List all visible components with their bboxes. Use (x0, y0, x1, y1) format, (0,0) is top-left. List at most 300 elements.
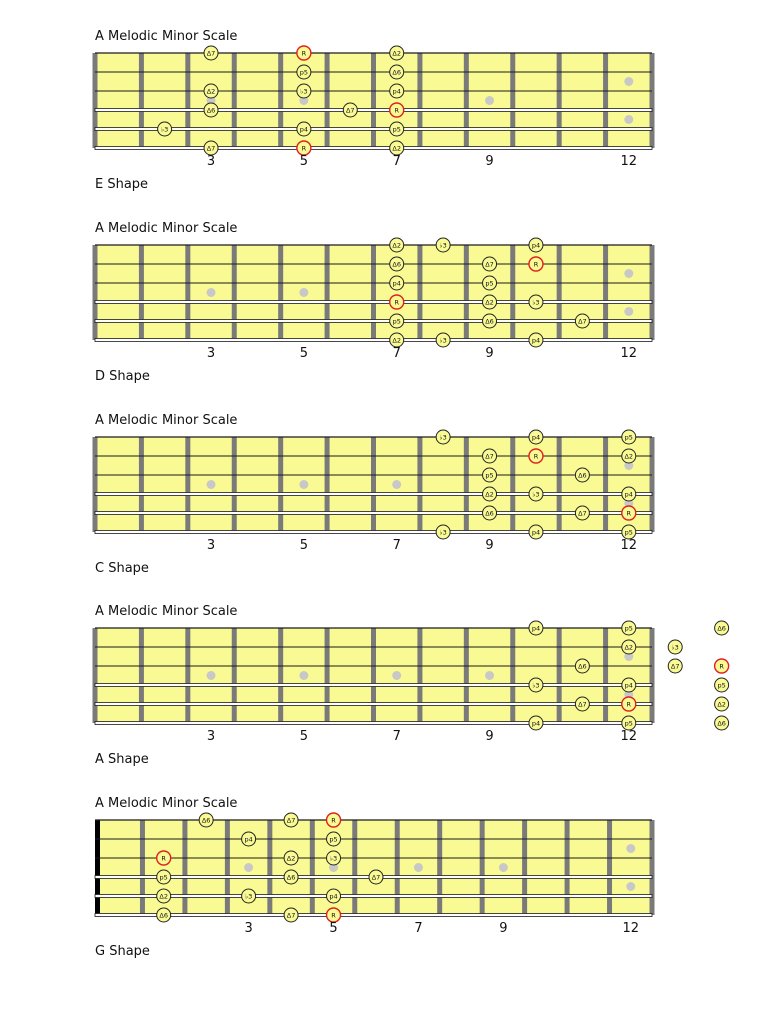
fret-wire (232, 53, 237, 148)
note-label: Δ7 (485, 452, 494, 461)
note-label: p4 (244, 835, 253, 844)
note-label: Δ7 (670, 662, 680, 671)
inlay-dot (624, 269, 633, 278)
note-label: p4 (531, 719, 541, 728)
note-label: Δ7 (286, 816, 296, 825)
fret-number: 9 (485, 729, 494, 744)
fret-number: 5 (299, 346, 309, 361)
note-marker (297, 65, 311, 79)
root-note-marker (297, 46, 311, 60)
note-marker (369, 870, 383, 884)
fret-wire (232, 628, 237, 723)
fret-wire (232, 437, 237, 532)
fret-wire (278, 53, 283, 148)
note-marker (715, 716, 729, 730)
note-label: ♭3 (329, 854, 338, 863)
diagram-title: A Melodic Minor Scale (95, 29, 238, 44)
fret-wire (140, 820, 145, 915)
note-marker (284, 813, 298, 827)
note-marker (715, 621, 729, 635)
note-label: Δ7 (578, 700, 587, 709)
fret-number: 12 (620, 729, 638, 744)
root-note-marker (622, 697, 636, 711)
note-label: p5 (717, 681, 726, 690)
fret-wire (93, 245, 98, 340)
fret-wire (607, 820, 612, 915)
fret-wire (139, 245, 144, 340)
note-label: R (331, 911, 336, 920)
note-label: p5 (624, 624, 633, 633)
note-marker (575, 697, 589, 711)
diagram-title: A Melodic Minor Scale (95, 604, 238, 619)
note-label: Δ6 (286, 873, 296, 882)
fret-wire (417, 437, 422, 532)
fret-wire (371, 245, 376, 340)
inlay-dot (244, 863, 253, 872)
fret-wire (232, 245, 237, 340)
fretboard-diagram-d-shape (0, 221, 768, 413)
note-label: Δ6 (201, 816, 211, 825)
note-label: Δ6 (578, 662, 587, 671)
note-marker (242, 889, 256, 903)
fret-wire (267, 820, 272, 915)
note-marker (297, 84, 311, 98)
note-label: Δ6 (159, 911, 168, 920)
note-label: Δ2 (159, 892, 168, 901)
fret-wire (510, 53, 515, 148)
fret-wire (565, 820, 570, 915)
note-marker (390, 65, 404, 79)
note-marker (436, 333, 450, 347)
guitar-string (95, 531, 652, 534)
note-marker (158, 122, 172, 136)
note-marker (483, 487, 497, 501)
fret-number: 3 (244, 921, 253, 936)
fret-wire (480, 820, 485, 915)
shape-label: C Shape (95, 561, 149, 576)
inlay-dot (299, 480, 308, 489)
note-marker (436, 238, 450, 252)
fretboard-diagram-a-shape (0, 604, 768, 796)
note-label: Δ2 (392, 49, 402, 58)
root-note-marker (327, 813, 341, 827)
note-label: Δ2 (392, 241, 402, 250)
note-label: p5 (485, 471, 494, 480)
inlay-dot (626, 844, 635, 853)
note-marker (284, 908, 298, 922)
note-marker (327, 889, 341, 903)
note-label: Δ6 (485, 317, 494, 326)
note-label: p4 (624, 490, 633, 499)
root-note-marker (327, 908, 341, 922)
note-label: ♭3 (532, 490, 540, 499)
fret-wire (325, 245, 330, 340)
note-marker (483, 295, 497, 309)
root-note-marker (622, 506, 636, 520)
note-label: p5 (392, 317, 401, 326)
note-label: ♭3 (245, 892, 253, 901)
fret-wire (650, 53, 655, 148)
inlay-dot (414, 863, 423, 872)
note-marker (483, 257, 497, 271)
note-label: p4 (392, 279, 401, 288)
fret-wire (278, 628, 283, 723)
note-label: ♭3 (300, 87, 308, 96)
fret-wire (325, 53, 330, 148)
note-label: ♭3 (439, 433, 447, 442)
fret-wire (139, 628, 144, 723)
note-label: R (331, 816, 336, 825)
note-marker (327, 851, 341, 865)
note-label: Δ2 (624, 643, 634, 652)
fret-wire (464, 245, 469, 340)
fret-number: 7 (414, 921, 423, 936)
fret-number: 7 (392, 538, 401, 553)
note-marker (529, 238, 543, 252)
fret-wire (603, 437, 608, 532)
fret-wire (310, 820, 315, 915)
note-label: Δ2 (286, 854, 296, 863)
diagram-title: A Melodic Minor Scale (95, 221, 238, 236)
note-marker (529, 621, 543, 635)
note-label: p5 (159, 873, 168, 882)
note-marker (436, 430, 450, 444)
note-marker (204, 141, 218, 155)
note-label: R (161, 854, 166, 863)
note-label: Δ2 (624, 452, 634, 461)
root-note-marker (297, 141, 311, 155)
note-label: ♭3 (532, 298, 540, 307)
note-label: p5 (624, 719, 633, 728)
note-marker (575, 659, 589, 673)
note-label: Δ7 (578, 317, 587, 326)
note-label: ♭3 (161, 125, 169, 134)
note-marker (390, 46, 404, 60)
note-marker (390, 314, 404, 328)
fret-wire (650, 820, 655, 915)
note-label: Δ7 (578, 509, 587, 518)
fret-wire (650, 628, 655, 723)
note-label: R (626, 700, 632, 709)
fret-number: 12 (620, 538, 638, 553)
root-note-marker (715, 659, 729, 673)
note-marker (297, 122, 311, 136)
note-label: Δ7 (371, 873, 381, 882)
fret-wire (557, 245, 562, 340)
inlay-dot (392, 671, 401, 680)
note-marker (529, 487, 543, 501)
note-label: R (533, 452, 539, 461)
guitar-string (95, 128, 652, 131)
guitar-string (95, 493, 652, 496)
note-marker (204, 103, 218, 117)
fret-wire (510, 628, 515, 723)
note-marker (715, 678, 729, 692)
note-label: Δ6 (485, 509, 494, 518)
note-marker (483, 449, 497, 463)
note-marker (157, 908, 171, 922)
fretboard-diagram-e-shape (0, 29, 768, 221)
fret-wire (464, 437, 469, 532)
note-label: p4 (299, 125, 309, 134)
fret-wire (185, 53, 190, 148)
note-marker (390, 84, 404, 98)
inlay-dot (624, 307, 633, 316)
diagram-title: A Melodic Minor Scale (95, 796, 238, 811)
note-label: p5 (329, 835, 338, 844)
fret-wire (650, 245, 655, 340)
root-note-marker (529, 257, 543, 271)
note-marker (529, 716, 543, 730)
note-label: p5 (392, 125, 401, 134)
note-marker (715, 697, 729, 711)
note-marker (529, 430, 543, 444)
fret-number: 5 (329, 921, 338, 936)
note-marker (483, 468, 497, 482)
fret-wire (395, 820, 400, 915)
note-label: R (533, 260, 539, 269)
note-label: Δ7 (286, 911, 296, 920)
note-label: Δ7 (206, 144, 216, 153)
fret-number: 7 (392, 346, 401, 361)
root-note-marker (529, 449, 543, 463)
fret-wire (139, 53, 144, 148)
fret-wire (437, 820, 442, 915)
note-marker (390, 141, 404, 155)
inlay-dot (299, 671, 308, 680)
note-label: Δ2 (485, 298, 494, 307)
fret-wire (325, 628, 330, 723)
nut (95, 820, 100, 915)
guitar-string (95, 684, 652, 687)
note-marker (390, 122, 404, 136)
shape-label: E Shape (95, 177, 149, 192)
note-label: p5 (485, 279, 494, 288)
fret-wire (510, 437, 515, 532)
fret-number: 9 (499, 921, 508, 936)
fret-wire (557, 437, 562, 532)
fret-number: 3 (206, 538, 216, 553)
note-label: p5 (299, 68, 309, 77)
note-label: R (394, 298, 399, 307)
guitar-string (95, 339, 652, 342)
note-label: Δ7 (485, 260, 494, 269)
note-label: Δ7 (345, 106, 355, 115)
note-label: Δ2 (392, 336, 402, 345)
note-marker (575, 314, 589, 328)
fret-wire (93, 53, 98, 148)
note-marker (242, 832, 256, 846)
note-marker (529, 295, 543, 309)
note-label: ♭3 (439, 336, 447, 345)
inlay-dot (207, 288, 216, 297)
note-label: Δ6 (717, 624, 726, 633)
note-marker (668, 659, 682, 673)
inlay-dot (392, 480, 401, 489)
note-marker (390, 276, 404, 290)
fret-number: 3 (206, 729, 216, 744)
fret-wire (278, 245, 283, 340)
fret-wire (352, 820, 357, 915)
inlay-dot (485, 671, 494, 680)
fret-wire (557, 628, 562, 723)
note-marker (284, 851, 298, 865)
note-marker (575, 506, 589, 520)
fret-wire (278, 437, 283, 532)
note-label: p5 (624, 528, 633, 537)
note-marker (529, 333, 543, 347)
note-label: p4 (392, 87, 401, 96)
note-marker (390, 238, 404, 252)
fret-number: 9 (485, 538, 494, 553)
note-label: Δ6 (392, 260, 402, 269)
note-marker (157, 870, 171, 884)
fret-wire (371, 53, 376, 148)
note-marker (529, 525, 543, 539)
fret-number: 12 (620, 346, 638, 361)
note-marker (199, 813, 213, 827)
note-marker (668, 640, 682, 654)
note-label: p4 (531, 241, 541, 250)
note-marker (622, 640, 636, 654)
root-note-marker (390, 295, 404, 309)
fret-number: 7 (392, 729, 401, 744)
guitar-string (95, 914, 652, 917)
note-label: p4 (624, 681, 633, 690)
inlay-dot (624, 77, 633, 86)
fret-number: 3 (206, 154, 216, 169)
fret-wire (464, 628, 469, 723)
fret-wire (185, 245, 190, 340)
note-label: p4 (531, 433, 541, 442)
note-label: R (301, 144, 307, 153)
fret-wire (185, 628, 190, 723)
fret-number: 12 (620, 154, 638, 169)
note-marker (343, 103, 357, 117)
note-marker (622, 621, 636, 635)
note-label: Δ2 (485, 490, 494, 499)
note-label: Δ6 (578, 471, 587, 480)
fret-wire (603, 245, 608, 340)
inlay-dot (207, 671, 216, 680)
fret-wire (557, 53, 562, 148)
inlay-dot (626, 882, 635, 891)
note-marker (622, 678, 636, 692)
note-label: ♭3 (439, 528, 447, 537)
fret-number: 5 (299, 538, 309, 553)
note-marker (204, 46, 218, 60)
note-marker (436, 525, 450, 539)
fret-wire (371, 628, 376, 723)
fret-number: 12 (622, 921, 640, 936)
guitar-string (95, 109, 652, 112)
note-label: p4 (329, 892, 338, 901)
fret-wire (417, 628, 422, 723)
fret-wire (225, 820, 230, 915)
note-label: R (301, 49, 307, 58)
note-label: Δ6 (392, 68, 402, 77)
note-label: p4 (531, 336, 541, 345)
fret-wire (417, 53, 422, 148)
fret-wire (182, 820, 187, 915)
fret-number: 3 (206, 346, 216, 361)
note-marker (529, 678, 543, 692)
note-label: Δ6 (717, 719, 726, 728)
guitar-string (95, 512, 652, 515)
fret-wire (603, 628, 608, 723)
fret-wire (464, 53, 469, 148)
fretboard-diagram-g-shape (0, 796, 768, 988)
note-marker (622, 487, 636, 501)
note-marker (622, 525, 636, 539)
inlay-dot (624, 115, 633, 124)
note-label: Δ2 (392, 144, 402, 153)
inlay-dot (207, 480, 216, 489)
fret-wire (325, 437, 330, 532)
fret-wire (139, 437, 144, 532)
note-marker (483, 506, 497, 520)
note-marker (204, 84, 218, 98)
fret-wire (93, 628, 98, 723)
guitar-string (95, 703, 652, 706)
note-marker (284, 870, 298, 884)
guitar-string (95, 301, 652, 304)
note-label: ♭3 (439, 241, 447, 250)
fret-number: 9 (485, 154, 494, 169)
fretboard-diagram-c-shape (0, 413, 768, 605)
note-label: Δ6 (206, 106, 216, 115)
fret-wire (417, 245, 422, 340)
diagram-title: A Melodic Minor Scale (95, 413, 238, 428)
note-label: ♭3 (532, 681, 540, 690)
fret-wire (185, 437, 190, 532)
note-label: Δ2 (206, 87, 216, 96)
guitar-string (95, 895, 652, 898)
fret-wire (510, 245, 515, 340)
note-label: ♭3 (671, 643, 679, 652)
note-label: p4 (531, 528, 541, 537)
note-marker (575, 468, 589, 482)
note-marker (622, 449, 636, 463)
inlay-dot (299, 288, 308, 297)
shape-label: D Shape (95, 369, 150, 384)
note-marker (157, 889, 171, 903)
note-marker (622, 716, 636, 730)
shape-label: G Shape (95, 944, 150, 959)
note-label: R (394, 106, 399, 115)
fret-number: 5 (299, 154, 309, 169)
note-label: Δ7 (206, 49, 216, 58)
note-label: R (719, 662, 724, 671)
fret-number: 7 (392, 154, 401, 169)
note-marker (327, 832, 341, 846)
fret-wire (650, 437, 655, 532)
guitar-string (95, 147, 652, 150)
fret-wire (603, 53, 608, 148)
note-marker (622, 430, 636, 444)
root-note-marker (390, 103, 404, 117)
shape-label: A Shape (95, 752, 149, 767)
fret-wire (371, 437, 376, 532)
note-label: Δ2 (717, 700, 726, 709)
inlay-dot (499, 863, 508, 872)
root-note-marker (157, 851, 171, 865)
note-label: R (626, 509, 632, 518)
guitar-string (95, 722, 652, 725)
note-label: p5 (624, 433, 633, 442)
fret-wire (93, 437, 98, 532)
fret-wire (522, 820, 527, 915)
